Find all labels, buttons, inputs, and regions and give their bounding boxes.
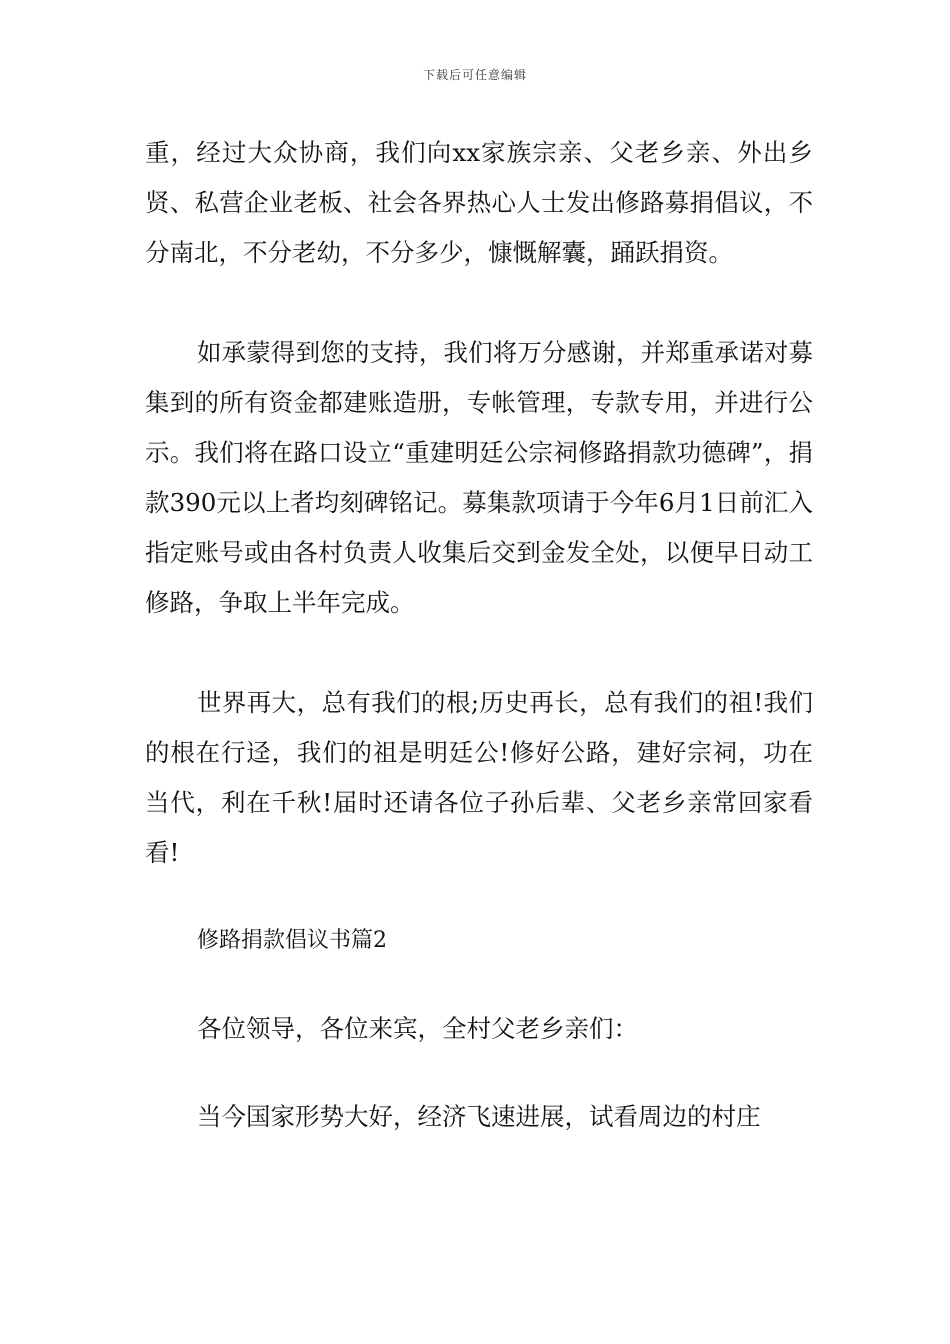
- greeting-line: 各位领导，各位来宾，全村父老乡亲们：: [197, 1014, 638, 1043]
- paragraph-roots-ancestors: 世界再大，总有我们的根;历史再长，总有我们的祖!我们的根在行迳，我们的祖是明廷公!修好公路，建好宗祠，功在当代，利在千秋!届时还请各位子孙后辈、父老乡亲常回家看看!: [145, 688, 813, 867]
- page-header: 下载后可任意编辑: [422, 68, 527, 82]
- paragraph-support-commitment: 如承蒙得到您的支持，我们将万分感谢，并郑重承诺对募集到的所有资金都建账造册，专帐管理，专款专用，并进行公示。我们将在路口设立“重建明廷公宗祠修路捐款功德碑”，捐款390元以上者均刻碑铭记。募集款项请于今年6月1日前汇入指定账号或由各村负责人收集后交到金发全处，以便早日动工修路，争取上半年完成。: [145, 338, 813, 617]
- section-title: 修路捐款倡议书篇2: [197, 928, 387, 953]
- document-body: [145, 128, 813, 1142]
- paragraph-continuation: 重，经过大众协商，我们向xx家族宗亲、父老乡亲、外出乡贤、私营企业老板、社会各界热心人士发出修路募捐倡议，不分南北，不分老幼，不分多少，慷慨解囊，踊跃捐资。: [145, 138, 813, 267]
- paragraph-opening: 当今国家形势大好，经济飞速进展，试看周边的村庄: [197, 1102, 761, 1131]
